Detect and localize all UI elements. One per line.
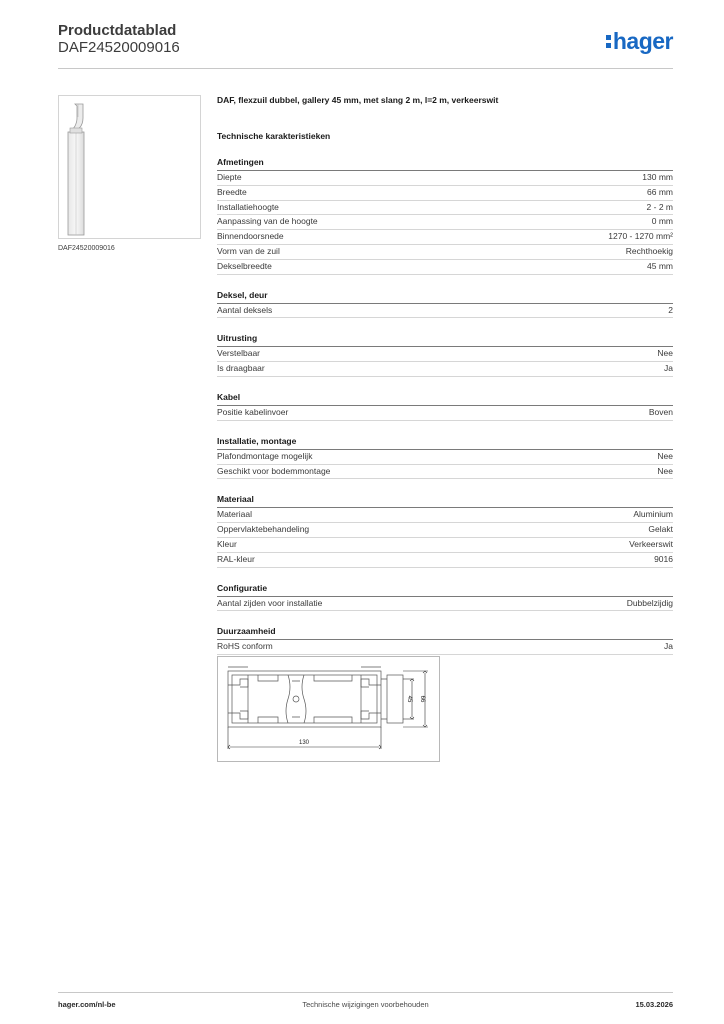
spec-value: 130 mm [642,172,673,182]
spec-group [217,493,673,567]
footer-notice: Technische wijzigingen voorbehouden [302,1000,429,1009]
spec-row [217,538,673,553]
spec-row [217,450,673,465]
image-caption: DAF24520009016 [58,245,115,252]
spec-group [217,332,673,377]
spec-groups [217,156,673,655]
spec-value: 1270 - 1270 mm² [608,231,673,242]
spec-label: Geschikt voor bodemmontage [217,465,331,476]
product-column-illustration [59,96,200,238]
spec-value: Ja [664,363,673,374]
spec-row [217,260,673,275]
spec-label: Diepte [217,172,242,182]
document-title: Productdatablad [58,22,177,39]
spec-row [217,406,673,421]
footer-date: 15.03.2026 [635,1000,673,1009]
spec-row [217,508,673,523]
spec-group [217,582,673,612]
spec-label: Aantal deksels [217,304,273,315]
spec-row [217,304,673,319]
spec-value: Gelakt [648,524,673,535]
spec-value: Nee [657,465,673,476]
spec-row [217,597,673,612]
product-description: DAF, flexzuil dubbel, gallery 45 mm, met slang 2 m, l=2 m, verkeerswit [217,95,499,105]
spec-row [217,465,673,480]
spec-row [217,640,673,655]
spec-value: 2 [668,304,673,315]
spec-label: Aanpassing van de hoogte [217,216,318,227]
spec-label: RAL-kleur [217,553,255,564]
page-header [58,22,673,69]
spec-value: 9016 [654,553,673,564]
spec-label: Verstelbaar [217,348,260,359]
spec-row [217,523,673,538]
spec-group-title: Afmetingen [217,156,673,171]
spec-group [217,391,673,421]
spec-label: Materiaal [217,509,252,520]
spec-label: Binnendoorsnede [217,231,284,242]
spec-row [217,201,673,216]
spec-value: Boven [648,406,673,417]
document-number: DAF24520009016 [58,39,180,56]
spec-content [217,94,673,681]
spec-row [217,186,673,201]
spec-label: RoHS conform [217,641,273,652]
spec-row [217,171,673,186]
spec-row [217,347,673,362]
dimension-cover-label: 45 [406,695,412,703]
spec-group-title: Installatie, montage [217,435,673,450]
spec-label: Kleur [217,538,237,549]
spec-group [217,435,673,480]
spec-group-title: Duurzaamheid [217,625,673,640]
logo-colon-icon [606,35,611,48]
dimension-height-label: 66 [419,695,425,703]
spec-label: Positie kabelinvoer [217,406,289,417]
footer-website-link[interactable]: hager.com/nl-be [58,1000,116,1009]
spec-group-title: Kabel [217,391,673,406]
spec-label: Breedte [217,186,247,197]
spec-value: 45 mm [647,260,673,271]
spec-value: Ja [664,641,673,652]
spec-value: Verkeerswit [629,538,673,549]
spec-row [217,362,673,377]
spec-value: Nee [657,348,673,359]
spec-group-title: Configuratie [217,582,673,597]
page-footer [58,992,673,1016]
spec-value: Aluminium [633,509,673,520]
spec-label: Plafondmontage mogelijk [217,450,313,461]
spec-label: Installatiehoogte [217,201,279,212]
spec-label: Vorm van de zuil [217,245,280,256]
section-heading: Technische karakteristieken [217,131,331,141]
spec-value: 66 mm [647,186,673,197]
spec-row [217,230,673,245]
spec-value: 2 - 2 m [646,201,673,212]
spec-group [217,625,673,655]
spec-row [217,215,673,230]
technical-drawing [217,656,440,762]
spec-value: Rechthoekig [625,245,673,256]
spec-group [217,289,673,319]
product-image [58,95,201,239]
spec-row [217,245,673,260]
hager-logo [606,26,673,56]
spec-group-title: Materiaal [217,493,673,508]
spec-value: 0 mm [651,216,673,227]
spec-label: Is draagbaar [217,363,265,374]
spec-label: Dekselbreedte [217,260,272,271]
dimension-width-label: 130 [298,740,310,746]
spec-group-title: Uitrusting [217,332,673,347]
spec-group [217,156,673,275]
spec-label: Oppervlaktebehandeling [217,524,310,535]
logo-text: hager [612,28,673,54]
spec-row [217,553,673,568]
spec-group-title: Deksel, deur [217,289,673,304]
profile-cross-section-drawing [218,657,439,761]
spec-value: Nee [657,450,673,461]
spec-value: Dubbelzijdig [626,597,673,608]
spec-label: Aantal zijden voor installatie [217,597,323,608]
